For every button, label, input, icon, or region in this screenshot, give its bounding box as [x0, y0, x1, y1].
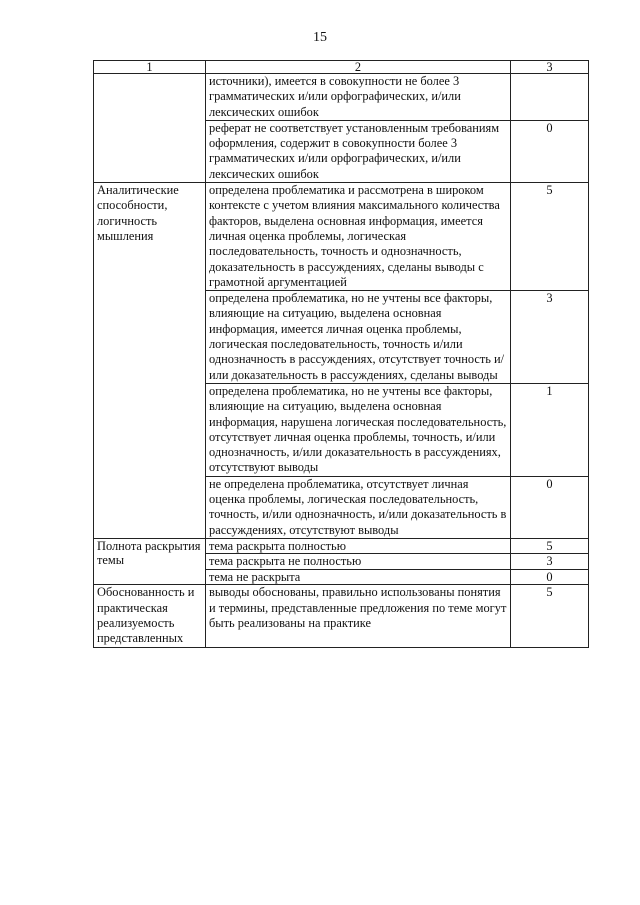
criterion-cell: Аналитические способности, логичность мышления [94, 183, 206, 539]
table-header-row [94, 61, 589, 74]
page-number: 15 [313, 30, 327, 45]
header-cell-1: 1 [94, 61, 206, 74]
score-cell: 0 [511, 120, 589, 182]
description-cell: определена проблематика, но не учтены все факторы, влияющие на ситуацию, выделена основная информация, имеется личная оценка проблемы, логическая последовательность, точность и/или однозначность в рассуждениях, отсутствует точность и/или доказательность в рассуждениях, сделаны выводы [206, 291, 511, 384]
description-cell: выводы обоснованы, правильно использованы понятия и термины, представленные предложения по теме могут быть реализованы на практике [206, 585, 511, 647]
description-cell: источники), имеется в совокупности не более 3 грамматических и/или орфографических, и/или лексических ошибок [206, 74, 511, 121]
score-cell: 0 [511, 569, 589, 585]
criterion-cell: Обоснованность и практическая реализуемость представленных [94, 585, 206, 647]
description-cell: тема раскрыта не полностью [206, 554, 511, 570]
description-cell: тема раскрыта полностью [206, 538, 511, 554]
criterion-cell: Полнота раскрытия темы [94, 538, 206, 585]
table-row [94, 74, 589, 121]
score-cell: 5 [511, 183, 589, 291]
table-row [94, 183, 589, 291]
score-cell: 1 [511, 383, 589, 476]
criteria-table [93, 60, 589, 648]
score-cell: 5 [511, 585, 589, 647]
description-cell: определена проблематика, но не учтены все факторы, влияющие на ситуацию, выделена основная информация, нарушена логическая последовательность, отсутствует личная оценка проблемы, точность, и/или однозначность, и/или доказательность в рассуждениях, отсутствуют выводы [206, 383, 511, 476]
table-row [94, 538, 589, 554]
description-cell: определена проблематика и рассмотрена в широком контексте с учетом влияния максимального количества факторов, выделена основная информация, имеется личная оценка проблемы, логическая последовательность, точность и однозначность, доказательность в рассуждениях, сделаны выводы с грамотной аргументацией [206, 183, 511, 291]
header-cell-3: 3 [511, 61, 589, 74]
criterion-cell [94, 74, 206, 183]
header-cell-2: 2 [206, 61, 511, 74]
score-cell: 3 [511, 554, 589, 570]
description-cell: реферат не соответствует установленным требованиям оформления, содержит в совокупности более 3 грамматических и/или орфографических, и/или лексических ошибок [206, 120, 511, 182]
description-cell: тема не раскрыта [206, 569, 511, 585]
score-cell: 3 [511, 291, 589, 384]
score-cell: 5 [511, 538, 589, 554]
table-row [94, 585, 589, 647]
score-cell [511, 74, 589, 121]
score-cell: 0 [511, 476, 589, 538]
description-cell: не определена проблематика, отсутствует личная оценка проблемы, логическая последовательность, точность, и/или однозначность, и/или доказательность в рассуждениях, отсутствуют выводы [206, 476, 511, 538]
